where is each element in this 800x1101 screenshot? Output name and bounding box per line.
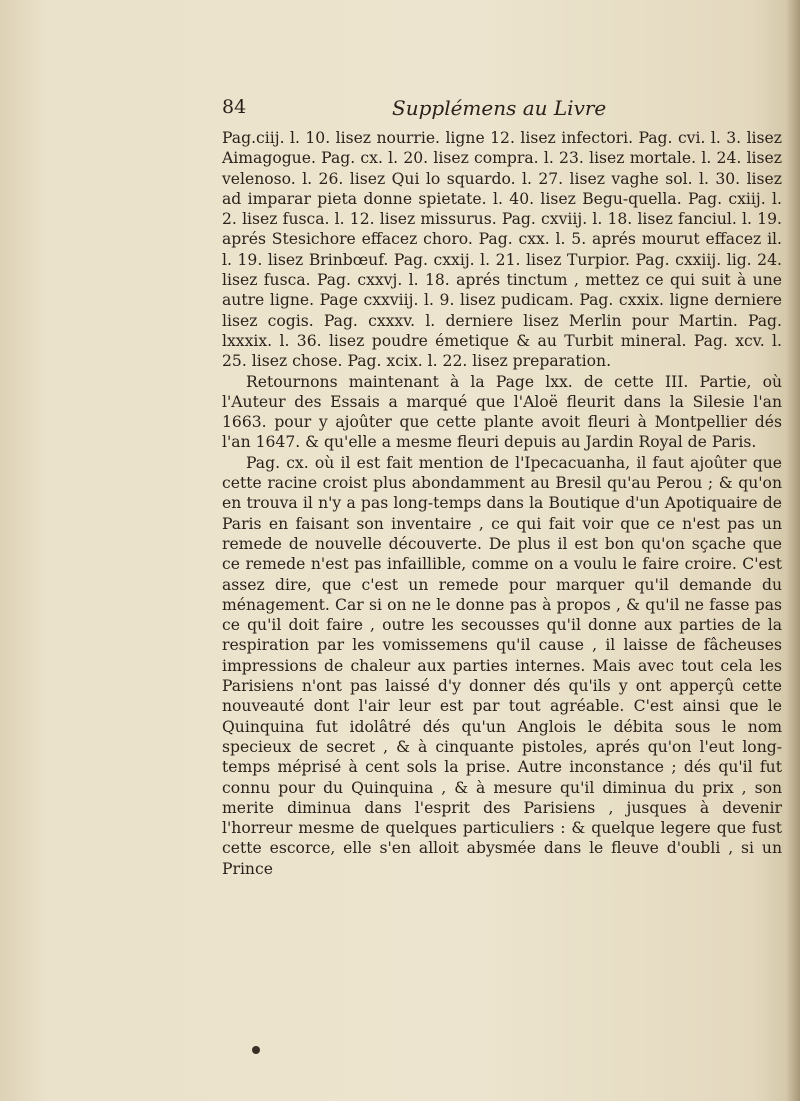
ink-dot-ornament — [252, 1046, 260, 1054]
body-text — [222, 128, 782, 879]
page-header — [222, 96, 782, 124]
aloe-paragraph: Retournons maintenant à la Page lxx. de cette III. Partie, où l'Auteur des Essais a marqué que l'Aloë fleurit dans la Silesie l'an 1663. pour y ajoûter que cette plante avoit fleuri à Montpellier dés l'an 1647. & qu'elle a mesme fleuri depuis au Jardin Royal de Paris. — [222, 372, 782, 452]
page-edge-shadow — [786, 0, 800, 1101]
ipecacuanha-paragraph: Pag. cx. où il est fait mention de l'Ipecacuanha, il faut ajoûter que cette racine croist plus abondamment au Bresil qu'au Perou ; & qu'on en trouva il n'y a pas long-temps dans la Boutique d'un Apotiquaire de Paris en faisant son inventaire , ce qui fait voir que ce n'est pas un remede de nouvelle découverte. De plus il est bon qu'on sçache que ce remede n'est pas infaillible, comme on a voulu le faire croire. C'est assez dire, que c'est un remede pour marquer qu'il demande du ménagement. Car si on ne le donne pas à propos , & qu'il ne fasse pas ce qu'il doit faire , outre les secousses qu'il donne aux parties de la respiration par les vomissemens qu'il cause , il laisse de fâcheuses impressions de chaleur aux parties internes. Mais avec tout cela les Parisiens n'ont pas laissé d'y donner dés qu'ils y ont apperçû cette nouveauté dont l'air leur est par tout agréable. C'est ainsi que le Quinquina fut idolâtré dés qu'un Anglois le débita sous le nom specieux de secret , & à cinquante pistoles, aprés qu'on l'eut long-temps méprisé à cent sols la prise. Autre inconstance ; dés qu'il fut connu pour du Quinquina , & à mesure qu'il diminua du prix , son merite diminua dans l'esprit des Parisiens , jusques à devenir l'horreur mesme de quelques particuliers : & quelque legere que fust cette escorce, elle s'en alloit abysmée dans le fleuve d'oubli , si un Prince — [222, 453, 782, 878]
running-title: Supplémens au Livre — [392, 96, 607, 120]
page-number: 84 — [222, 96, 247, 118]
errata-paragraph: Pag.ciij. l. 10. lisez nourrie. ligne 12. lisez infectori. Pag. cvi. l. 3. lisez Aimagogue. Pag. cx. l. 20. lisez compra. l. 23. lisez mortale. l. 24. lisez velenoso. l. 26. lisez Qui lo squardo. l. 27. lisez vaghe sol. l. 30. lisez ad imparar pieta donne spietate. l. 40. lisez Begu-quella. Pag. cxiij. l. 2. lisez fusca. l. 12. lisez missurus. Pag. cxviij. l. 18. lisez fanciul. l. 19. aprés Stesichore effacez choro. Pag. cxx. l. 5. aprés mourut effacez il. l. 19. lisez Brinbœuf. Pag. cxxij. l. 21. lisez Turpior. Pag. cxxiij. lig. 24. lisez fusca. Pag. cxxvj. l. 18. aprés tinctum , mettez ce qui suit à une autre ligne. Page cxxviij. l. 9. lisez pudicam. Pag. cxxix. ligne derniere lisez cogis. Pag. cxxxv. l. derniere lisez Merlin pour Martin. Pag. lxxxix. l. 36. lisez poudre émetique & au Turbit mineral. Pag. xcv. l. 25. lisez chose. Pag. xcix. l. 22. lisez preparation. — [222, 129, 782, 371]
